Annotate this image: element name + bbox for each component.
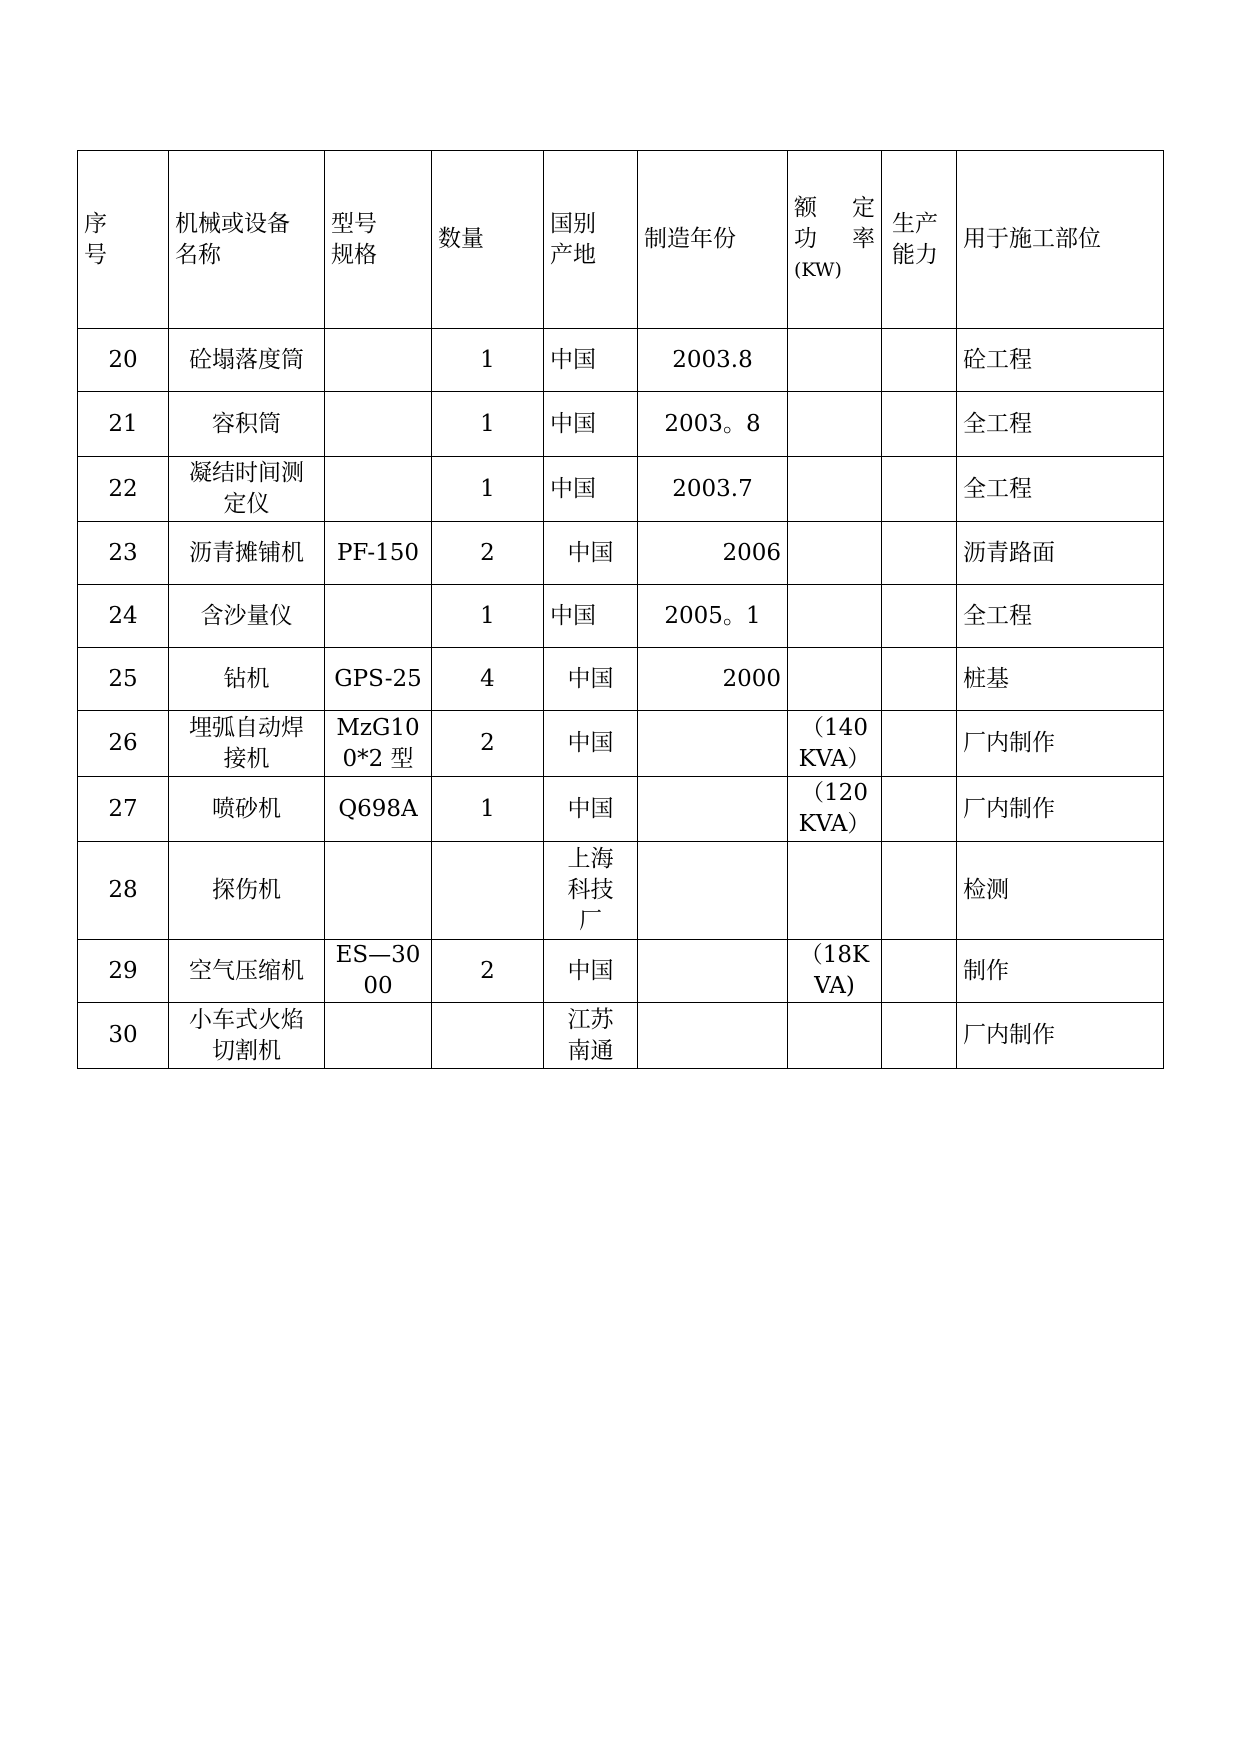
cell-name-line: 接机 [223, 745, 270, 772]
cell-qty: 1 [432, 585, 544, 648]
header-row [78, 151, 1164, 329]
cell-origin-line: 中国 [567, 730, 614, 756]
cell-origin [544, 940, 638, 1003]
cell-name-line: 沥青摊铺机 [189, 539, 304, 566]
header-usage: 用于施工部位 [957, 151, 1164, 329]
table-row [78, 457, 1164, 522]
cell-year [638, 1003, 788, 1069]
cell-model-line: ES—30 [335, 942, 421, 968]
cell-model [325, 522, 432, 585]
cell-usage: 沥青路面 [957, 522, 1164, 585]
table-row [78, 842, 1164, 940]
cell-power [788, 648, 882, 711]
cell-qty [432, 842, 544, 940]
cell-name [169, 392, 325, 457]
cell-qty: 2 [432, 522, 544, 585]
cell-name-line: 探伤机 [212, 877, 281, 903]
cell-model [325, 1003, 432, 1069]
cell-capacity [882, 392, 957, 457]
cell-year: 2000 [638, 648, 788, 711]
table-row [78, 940, 1164, 1003]
cell-origin-line: 科技 [567, 877, 614, 903]
cell-name [169, 1003, 325, 1069]
cell-origin [544, 392, 638, 457]
cell-usage: 桩基 [957, 648, 1164, 711]
header-model: 型号 规格 [325, 151, 432, 329]
cell-origin [544, 648, 638, 711]
cell-name-line: 钻机 [223, 665, 270, 692]
cell-origin-line: 厂 [579, 908, 602, 934]
cell-power-line: （120 [801, 780, 868, 806]
cell-origin-line: 南通 [567, 1037, 614, 1064]
cell-origin [544, 711, 638, 777]
cell-power-line: （18K [799, 942, 870, 968]
cell-qty: 1 [432, 457, 544, 522]
cell-usage: 制作 [957, 940, 1164, 1003]
cell-model [325, 842, 432, 940]
table-row [78, 522, 1164, 585]
cell-model-line: MzG10 [336, 714, 420, 741]
cell-seq: 24 [78, 585, 169, 648]
cell-name-line: 空气压缩机 [189, 957, 304, 984]
cell-capacity [882, 648, 957, 711]
cell-origin [544, 585, 638, 648]
cell-usage: 砼工程 [957, 329, 1164, 392]
header-origin: 国别 产地 [544, 151, 638, 329]
cell-year [638, 777, 788, 842]
cell-power [788, 329, 882, 392]
cell-name-line: 含沙量仪 [200, 602, 293, 629]
cell-usage: 检测 [957, 842, 1164, 940]
table-row [78, 585, 1164, 648]
cell-name [169, 842, 325, 940]
cell-qty: 2 [432, 940, 544, 1003]
cell-model-line: Q698A [338, 795, 418, 822]
cell-model-line: GPS-25 [334, 665, 422, 692]
cell-usage: 全工程 [957, 392, 1164, 457]
cell-name [169, 457, 325, 522]
cell-year [638, 940, 788, 1003]
cell-origin-line: 中国 [567, 795, 614, 822]
cell-seq: 29 [78, 940, 169, 1003]
cell-qty [432, 1003, 544, 1069]
cell-usage: 全工程 [957, 585, 1164, 648]
cell-name-line: 凝结时间测 [189, 460, 304, 486]
cell-seq: 26 [78, 711, 169, 777]
cell-origin [544, 842, 638, 940]
cell-name [169, 329, 325, 392]
cell-name [169, 940, 325, 1003]
cell-usage: 厂内制作 [957, 1003, 1164, 1069]
cell-model [325, 585, 432, 648]
cell-seq: 28 [78, 842, 169, 940]
cell-qty: 1 [432, 392, 544, 457]
cell-power [788, 585, 882, 648]
cell-year [638, 842, 788, 940]
table-row [78, 392, 1164, 457]
cell-seq: 22 [78, 457, 169, 522]
cell-qty: 2 [432, 711, 544, 777]
cell-model [325, 648, 432, 711]
header-capacity: 生产 能力 [882, 151, 957, 329]
cell-capacity [882, 585, 957, 648]
cell-capacity [882, 522, 957, 585]
cell-model [325, 711, 432, 777]
cell-name [169, 522, 325, 585]
table-row [78, 329, 1164, 392]
cell-name [169, 777, 325, 842]
cell-year: 2003。8 [638, 392, 788, 457]
cell-qty: 4 [432, 648, 544, 711]
cell-origin [544, 1003, 638, 1069]
cell-origin [544, 329, 638, 392]
cell-seq: 20 [78, 329, 169, 392]
cell-origin-line: 中国 [550, 410, 596, 437]
table-row [78, 777, 1164, 842]
cell-power [788, 457, 882, 522]
cell-power-line: KVA） [798, 811, 871, 837]
cell-power [788, 940, 882, 1003]
cell-seq: 21 [78, 392, 169, 457]
cell-name [169, 711, 325, 777]
cell-name-line: 喷砂机 [212, 795, 281, 822]
cell-power [788, 522, 882, 585]
cell-seq: 25 [78, 648, 169, 711]
cell-model-line: 0*2 型 [342, 745, 414, 772]
cell-power-line: VA) [814, 973, 855, 999]
cell-origin-line: 中国 [567, 957, 614, 984]
table-row [78, 711, 1164, 777]
cell-qty: 1 [432, 777, 544, 842]
cell-name [169, 585, 325, 648]
table-row [78, 648, 1164, 711]
cell-year: 2003.8 [638, 329, 788, 392]
cell-capacity [882, 329, 957, 392]
cell-year [638, 711, 788, 777]
cell-usage: 全工程 [957, 457, 1164, 522]
cell-origin-line: 中国 [550, 346, 596, 373]
cell-origin-line: 上海 [567, 846, 614, 872]
cell-origin-line: 中国 [567, 539, 614, 566]
cell-capacity [882, 1003, 957, 1069]
cell-usage: 厂内制作 [957, 777, 1164, 842]
cell-capacity [882, 457, 957, 522]
cell-origin [544, 457, 638, 522]
cell-year: 2003.7 [638, 457, 788, 522]
cell-origin [544, 777, 638, 842]
cell-power [788, 777, 882, 842]
header-qty: 数量 [432, 151, 544, 329]
cell-origin [544, 522, 638, 585]
cell-capacity [882, 711, 957, 777]
cell-capacity [882, 842, 957, 940]
cell-name-line: 容积筒 [212, 410, 281, 437]
cell-year: 2006 [638, 522, 788, 585]
cell-seq: 30 [78, 1003, 169, 1069]
cell-model [325, 777, 432, 842]
cell-power [788, 392, 882, 457]
cell-power [788, 711, 882, 777]
cell-name [169, 648, 325, 711]
cell-year: 2005。1 [638, 585, 788, 648]
cell-name-line: 小车式火焰 [189, 1006, 304, 1033]
cell-seq: 27 [78, 777, 169, 842]
header-name: 机械或设备 名称 [169, 151, 325, 329]
cell-seq: 23 [78, 522, 169, 585]
cell-model [325, 940, 432, 1003]
cell-model-line: PF-150 [336, 539, 420, 566]
cell-capacity [882, 940, 957, 1003]
cell-power-line: KVA） [798, 745, 871, 772]
cell-name-line: 切割机 [212, 1037, 281, 1064]
cell-power-line: （140 [801, 714, 868, 741]
cell-origin-line: 江苏 [567, 1006, 614, 1033]
cell-origin-line: 中国 [550, 602, 596, 629]
cell-model [325, 329, 432, 392]
cell-qty: 1 [432, 329, 544, 392]
header-power: 额 定 功 率 (KW) [788, 151, 882, 329]
cell-name-line: 埋弧自动焊 [189, 714, 304, 741]
cell-model [325, 392, 432, 457]
cell-capacity [882, 777, 957, 842]
cell-origin-line: 中国 [567, 665, 614, 692]
table-row [78, 1003, 1164, 1069]
cell-power [788, 842, 882, 940]
cell-power [788, 1003, 882, 1069]
header-seq: 序 号 [78, 151, 169, 329]
cell-name-line: 定仪 [223, 491, 270, 517]
cell-name-line: 砼塌落度筒 [189, 346, 304, 373]
cell-model-line: 00 [363, 973, 393, 999]
equipment-table [77, 150, 1164, 1069]
header-year: 制造年份 [638, 151, 788, 329]
cell-origin-line: 中国 [550, 475, 596, 502]
cell-usage: 厂内制作 [957, 711, 1164, 777]
cell-model [325, 457, 432, 522]
